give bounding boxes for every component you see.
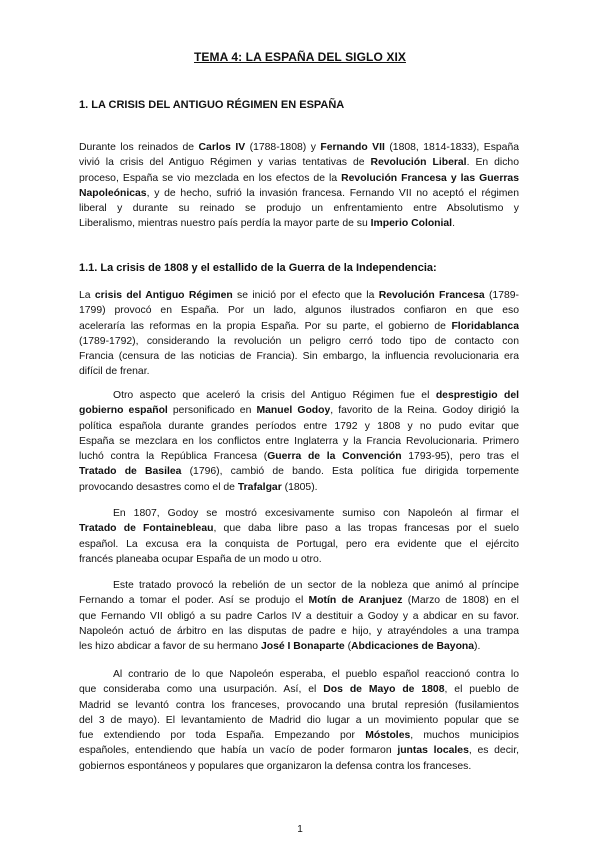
text-run: La xyxy=(79,290,95,301)
text-run: se inició por el efecto que la xyxy=(232,290,379,301)
text-line xyxy=(79,639,519,654)
subsection-heading: 1.1. La crisis de 1808 y el estallido de la Guerra de la Independencia: xyxy=(79,262,437,274)
page-number: 1 xyxy=(297,824,303,835)
text-run: Francia (censura de las noticias de Francia). Sin embargo, la influencia revolucionaria era xyxy=(79,351,519,363)
text-run: . En dicho xyxy=(466,157,519,169)
text-run: política española durante grandes períodos entre 1792 y 1808 y no pudo evitar que xyxy=(79,420,519,432)
text-line xyxy=(79,434,519,449)
text-line xyxy=(79,713,519,728)
text-run: Otro aspecto que aceleró la crisis del Antiguo Régimen fue el xyxy=(113,390,436,401)
bold-term: crisis del Antiguo Régimen xyxy=(94,290,233,301)
text-line xyxy=(79,319,519,334)
bold-term: Móstoles xyxy=(365,730,411,742)
paragraph-5 xyxy=(79,667,519,774)
text-run: personificado en xyxy=(167,405,257,417)
text-run: Napoleón actuó de árbitro en las disputas de padre e hijo, y atrayéndoles a una trampa xyxy=(79,625,519,637)
text-line xyxy=(79,464,519,479)
text-run: , favorito de la Reina. Godoy dirigió la xyxy=(330,405,519,417)
text-run: aceleraría las reformas en la propia España. Por su parte, el gobierno de xyxy=(79,320,452,332)
text-run: difícil de frenar. xyxy=(79,366,150,378)
text-run: Durante los reinados de xyxy=(79,142,199,153)
text-line xyxy=(79,682,519,697)
text-line xyxy=(79,419,519,434)
text-line xyxy=(79,609,519,624)
text-line xyxy=(79,667,519,682)
text-line xyxy=(79,388,519,403)
bold-term: Floridablanca xyxy=(451,320,519,332)
paragraph-2 xyxy=(79,388,519,495)
bold-term: Manuel Godoy xyxy=(256,405,331,417)
text-line xyxy=(79,521,519,536)
text-run: Fernando a tomar el poder. Así se produjo el xyxy=(79,595,309,607)
bold-term: Carlos IV xyxy=(198,142,246,153)
text-run: Madrid se levantó contra los franceses, provocando una brutal represión (fusilamientos xyxy=(79,699,519,711)
text-run: les hizo abdicar a favor de su hermano xyxy=(79,641,261,653)
text-line xyxy=(79,364,519,379)
text-line xyxy=(79,288,519,303)
text-run: 1793-95), pero tras el xyxy=(401,451,519,463)
bold-term: Revolución Francesa y las Guerras xyxy=(341,172,519,184)
text-line xyxy=(79,578,519,593)
text-run: (1796), cambió de bando. Esta política fue dirigida torpemente xyxy=(181,466,519,478)
text-run: francés planeaba ocupar España de un modo u otro. xyxy=(79,553,322,565)
text-run: , y de hecho, sufrió la invasión francesa. Fernando VII no aceptó el régimen xyxy=(146,187,519,199)
text-run: Liberalismo, mientras nuestro país perdía la mayor parte de su xyxy=(79,218,371,230)
text-line xyxy=(79,155,519,170)
text-run: (1789- xyxy=(484,290,519,301)
text-line xyxy=(79,303,519,318)
text-run: proceso, España se vio mezclada en los efectos de la xyxy=(79,172,342,184)
text-line xyxy=(79,743,519,758)
text-line xyxy=(79,537,519,552)
text-run: (1805). xyxy=(281,481,318,493)
text-line xyxy=(79,171,519,186)
text-run: . xyxy=(452,218,455,230)
text-line xyxy=(79,449,519,464)
text-line xyxy=(79,186,519,201)
text-line xyxy=(79,728,519,743)
text-run: liberal y durante su reinado se produjo un enfrentamiento entre Absolutismo y xyxy=(79,203,519,215)
bold-term: Revolución Francesa xyxy=(378,290,485,301)
bold-term: Napoleónicas xyxy=(79,187,147,199)
bold-term: gobierno español xyxy=(79,405,168,417)
text-line xyxy=(79,480,519,495)
bold-term: Imperio Colonial xyxy=(370,218,453,230)
bold-term: juntas locales xyxy=(397,745,469,757)
text-run: provocando desastres como el de xyxy=(79,481,238,493)
text-run: , es decir, xyxy=(468,745,519,757)
text-run: que consideraba como una usurpación. Así, el xyxy=(79,684,324,696)
text-line xyxy=(79,403,519,418)
text-run: Al contrario de lo que Napoleón esperaba, el pueblo español reaccionó contra lo xyxy=(113,669,519,680)
text-run: ( xyxy=(344,641,352,653)
text-line xyxy=(79,506,519,521)
text-run: España se mezclara en los conflictos entre Inglaterra y la Francia Revolucionaria. Primero xyxy=(79,435,519,447)
text-run: (1788-1808) y xyxy=(245,142,321,153)
paragraph-1 xyxy=(79,288,519,380)
bold-term: Tratado de Basilea xyxy=(79,466,182,478)
text-run: vivió la crisis del Antiguo Régimen y varias tentativas de xyxy=(79,157,371,169)
text-line xyxy=(79,552,519,567)
bold-term: desprestigio del xyxy=(435,390,519,401)
text-run: gobiernos espontáneos y populares que organizaron la defensa contra los franceses. xyxy=(79,760,472,772)
text-run: ). xyxy=(474,641,481,653)
text-run: del 3 de mayo). El levantamiento de Madrid dio lugar a un movimiento popular que se xyxy=(79,714,519,726)
text-run: luchó contra la República Francesa ( xyxy=(79,451,268,463)
text-line xyxy=(79,216,519,231)
text-line xyxy=(79,593,519,608)
bold-term: Dos de Mayo de 1808 xyxy=(323,684,445,696)
text-run: españoles, entendiendo que había un vacío de poder formaron xyxy=(79,745,398,757)
text-run: que Fernando VII obligó a su padre Carlos IV a destituir a Godoy y a abdicar en su favor. xyxy=(79,610,519,622)
text-run: (1808, 1814-1833), España xyxy=(384,142,519,153)
section-heading: 1. LA CRISIS DEL ANTIGUO RÉGIMEN EN ESPAÑA xyxy=(79,99,345,111)
text-run: 1799) provocó en España. Por un lado, algunos ilustrados confiaron en que eso xyxy=(79,305,519,317)
text-run: español. La excusa era la conquista de Portugal, pero era evidente que el ejército xyxy=(79,538,519,550)
text-line xyxy=(79,140,519,155)
text-line xyxy=(79,334,519,349)
text-line xyxy=(79,698,519,713)
bold-term: Motín de Aranjuez xyxy=(308,595,403,607)
text-line xyxy=(79,349,519,364)
bold-term: Fernando VII xyxy=(320,142,385,153)
text-run: En 1807, Godoy se mostró excesivamente sumiso con Napoleón al firmar el xyxy=(113,508,519,519)
text-line xyxy=(79,759,519,774)
text-line xyxy=(79,624,519,639)
text-run: (Marzo de 1808) en el xyxy=(402,595,519,607)
text-run: , que daba libre paso a las tropas francesas por el suelo xyxy=(213,523,519,535)
paragraph-3 xyxy=(79,506,519,567)
paragraph-4 xyxy=(79,578,519,654)
bold-term: Revolución Liberal xyxy=(370,157,467,169)
page-title: TEMA 4: LA ESPAÑA DEL SIGLO XIX xyxy=(193,50,406,64)
bold-term: Abdicaciones de Bayona xyxy=(351,641,475,653)
bold-term: José I Bonaparte xyxy=(260,641,345,653)
text-line xyxy=(79,201,519,216)
bold-term: Trafalgar xyxy=(237,481,282,493)
text-run: (1789-1792), considerando la revolución un peligro cerró todo tipo de contacto con xyxy=(79,335,519,347)
text-run: Este tratado provocó la rebelión de un sector de la nobleza que animó al príncipe xyxy=(113,580,519,591)
text-run: , muchos municipios xyxy=(410,730,519,742)
bold-term: Tratado de Fontainebleau xyxy=(79,523,214,535)
bold-term: Guerra de la Convención xyxy=(267,451,402,463)
text-run: fue extendiendo por toda España. Empezando por xyxy=(79,730,366,742)
paragraph-intro xyxy=(79,140,519,232)
text-run: , el pueblo de xyxy=(444,684,519,696)
